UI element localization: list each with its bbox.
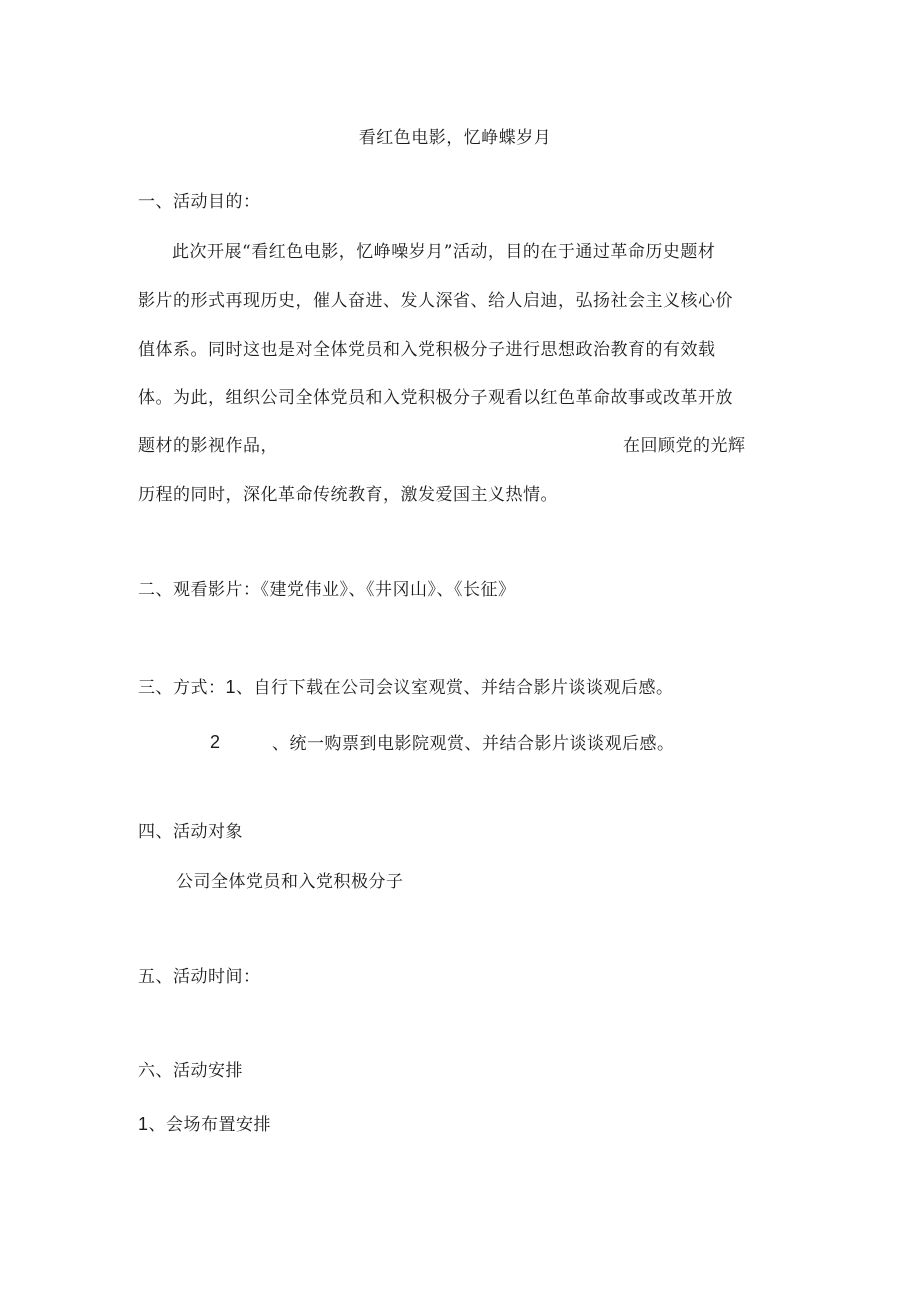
- section-2-heading: 二、观看影片：《建党伟业》、《井冈山》、《长征》: [138, 580, 516, 600]
- section-6-heading: 六、活动安排: [138, 1061, 243, 1081]
- section-1-line-6: 历程的同时，深化革命传统教育，激发爱国主义热情。: [138, 485, 558, 505]
- section-5-heading: 五、活动时间：: [138, 967, 261, 987]
- item-1-number: 1: [225, 677, 237, 697]
- section-4-content: 公司全体党员和入党积极分子: [176, 872, 404, 892]
- section-1-line-3: 值体系。同时这也是对全体党员和入党积极分子进行思想政治教育的有效载: [138, 340, 716, 360]
- section-1-line-5b: 在回顾党的光辉: [623, 436, 746, 456]
- section-4-heading: 四、活动对象: [138, 822, 243, 842]
- item-2-text: 、统一购票到电影院观赏、并结合影片谈谈观后感。: [272, 734, 675, 754]
- section-1-heading: 一、活动目的：: [138, 192, 261, 212]
- section-1-line-1: 此次开展“看红色电影，忆峥噪岁月”活动，目的在于通过革命历史题材: [172, 242, 716, 262]
- section-1-line-4: 体。为此，组织公司全体党员和入党积极分子观看以红色革命故事或改革开放: [138, 388, 733, 408]
- item-1-text: 、自行下载在公司会议室观赏、并结合影片谈谈观后感。: [236, 678, 674, 698]
- section-3-item-1: [138, 675, 674, 700]
- sub-1-number: 1: [138, 1114, 149, 1134]
- section-1-line-2: 影片的形式再现历史，催人奋进、发人深省、给人启迪，弘扬社会主义核心价: [138, 291, 733, 311]
- document-title: 看红色电影，忆峥蝶岁月: [358, 128, 552, 148]
- section-3-heading: 三、方式：: [138, 678, 226, 698]
- section-6-sub-1: [138, 1112, 271, 1137]
- item-2-number: 2: [210, 732, 221, 752]
- section-1-line-5a: 题材的影视作品，: [138, 436, 278, 456]
- sub-1-text: 、会场布置安排: [148, 1115, 272, 1135]
